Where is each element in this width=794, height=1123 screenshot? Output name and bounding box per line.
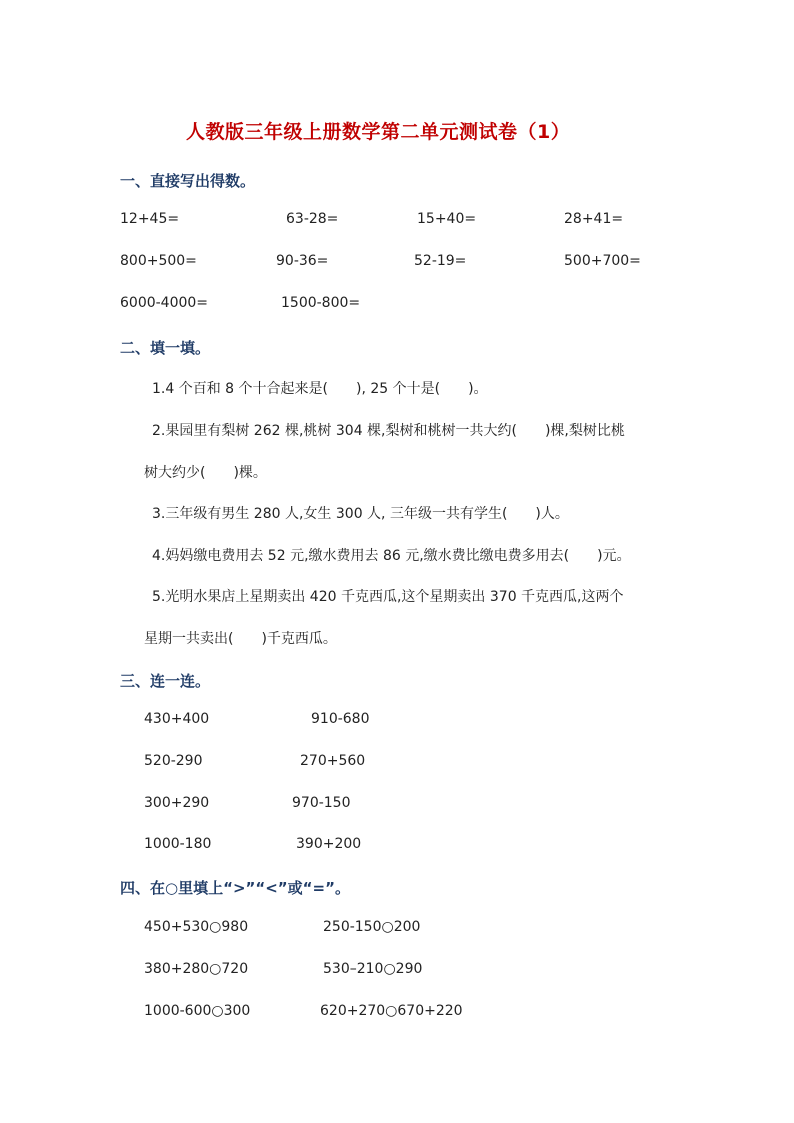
problem: 6000-4000=: [120, 295, 209, 311]
compare-item: 620+270○670+220: [320, 1003, 463, 1019]
match-right: 390+200: [296, 836, 362, 852]
fill-item-continued: 星期一共卖出( )千克西瓜。: [144, 631, 337, 647]
fill-item: 4.妈妈缴电费用去 52 元,缴水费用去 86 元,缴水费比缴电费多用去( )元。: [152, 548, 631, 564]
problem: 52-19=: [414, 253, 467, 269]
match-right: 270+560: [300, 753, 366, 769]
problem: 500+700=: [564, 253, 641, 269]
compare-item: 450+530○980: [144, 919, 249, 935]
section-1-heading: 一、直接写出得数。: [120, 172, 256, 190]
problem: 12+45=: [120, 211, 180, 227]
compare-item: 530–210○290: [323, 961, 423, 977]
fill-item: 3.三年级有男生 280 人,女生 300 人, 三年级一共有学生( )人。: [152, 506, 569, 522]
problem: 15+40=: [417, 211, 477, 227]
match-left: 430+400: [144, 711, 210, 727]
fill-item-continued: 树大约少( )棵。: [144, 465, 267, 481]
fill-item: 1.4 个百和 8 个十合起来是( ), 25 个十是( )。: [152, 381, 488, 397]
compare-item: 250-150○200: [323, 919, 421, 935]
problem: 1500-800=: [281, 295, 361, 311]
match-right: 970-150: [292, 795, 351, 811]
match-left: 300+290: [144, 795, 210, 811]
match-left: 1000-180: [144, 836, 212, 852]
fill-item: 2.果园里有梨树 262 棵,桃树 304 棵,梨树和桃树一共大约( )棵,梨树比桃: [152, 423, 625, 439]
page-title: 人教版三年级上册数学第二单元测试卷（1）: [186, 121, 571, 143]
compare-item: 1000-600○300: [144, 1003, 251, 1019]
problem: 28+41=: [564, 211, 624, 227]
compare-item: 380+280○720: [144, 961, 249, 977]
match-left: 520-290: [144, 753, 203, 769]
section-3-heading: 三、连一连。: [120, 672, 211, 690]
problem: 63-28=: [286, 211, 339, 227]
match-right: 910-680: [311, 711, 370, 727]
fill-item: 5.光明水果店上星期卖出 420 千克西瓜,这个星期卖出 370 千克西瓜,这两个: [152, 589, 624, 605]
problem: 90-36=: [276, 253, 329, 269]
problem: 800+500=: [120, 253, 197, 269]
section-2-heading: 二、填一填。: [120, 339, 211, 357]
section-4-heading: 四、在○里填上“>”“<”或“=”。: [120, 879, 350, 897]
